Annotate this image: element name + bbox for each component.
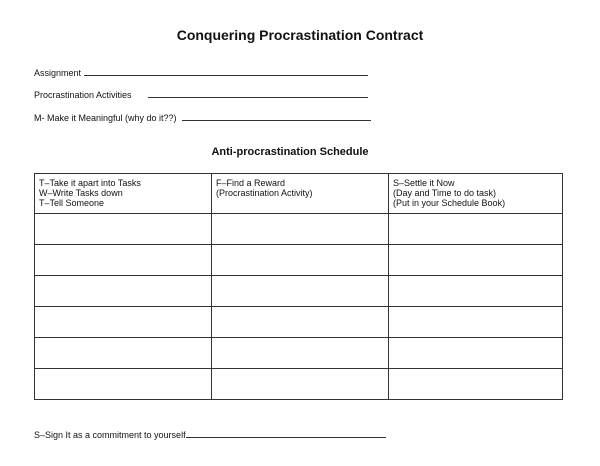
table-row xyxy=(35,307,563,338)
table-cell[interactable] xyxy=(35,369,212,400)
table-row xyxy=(35,276,563,307)
header-row xyxy=(35,174,563,214)
header-line: F–Find a Reward xyxy=(216,178,286,188)
meaningful-label: M- Make it Meaningful (why do it??) xyxy=(34,113,177,123)
table-row xyxy=(35,369,563,400)
table-cell[interactable] xyxy=(389,369,563,400)
header-line: (Procrastination Activity) xyxy=(216,188,313,198)
table-cell[interactable] xyxy=(35,338,212,369)
table-cell[interactable] xyxy=(35,214,212,245)
header-tasks xyxy=(35,174,212,214)
meaningful-line[interactable] xyxy=(182,120,371,121)
page-title: Conquering Procrastination Contract xyxy=(176,27,424,43)
table-row xyxy=(35,245,563,276)
table-cell[interactable] xyxy=(389,245,563,276)
header-line: S–Settle it Now xyxy=(393,178,455,188)
sign-line[interactable] xyxy=(186,437,386,438)
table-cell[interactable] xyxy=(35,307,212,338)
sign-label: S–Sign It as a commitment to yourself xyxy=(34,430,186,440)
table-cell[interactable] xyxy=(35,276,212,307)
assignment-line[interactable] xyxy=(84,75,368,76)
table-cell[interactable] xyxy=(389,276,563,307)
header-line: T–Tell Someone xyxy=(39,198,105,208)
activities-label: Procrastination Activities xyxy=(34,90,132,100)
table-cell[interactable] xyxy=(389,307,563,338)
table-cell[interactable] xyxy=(35,245,212,276)
table-row xyxy=(35,338,563,369)
header-settle xyxy=(389,174,563,214)
activities-line[interactable] xyxy=(148,97,368,98)
schedule-title: Anti-procrastination Schedule xyxy=(211,146,369,158)
header-line: (Day and Time to do task) xyxy=(393,188,497,198)
table-row xyxy=(35,214,563,245)
table-cell[interactable] xyxy=(212,369,389,400)
schedule-table xyxy=(34,173,563,400)
header-line: W–Write Tasks down xyxy=(39,188,123,198)
header-line: (Put in your Schedule Book) xyxy=(393,198,506,208)
header-line: T–Take it apart into Tasks xyxy=(39,178,141,188)
table-cell[interactable] xyxy=(389,214,563,245)
table-cell[interactable] xyxy=(212,307,389,338)
table-cell[interactable] xyxy=(212,338,389,369)
table-cell[interactable] xyxy=(212,214,389,245)
header-reward xyxy=(212,174,389,214)
table-cell[interactable] xyxy=(212,245,389,276)
table-cell[interactable] xyxy=(389,338,563,369)
table-cell[interactable] xyxy=(212,276,389,307)
assignment-label: Assignment xyxy=(34,68,82,78)
